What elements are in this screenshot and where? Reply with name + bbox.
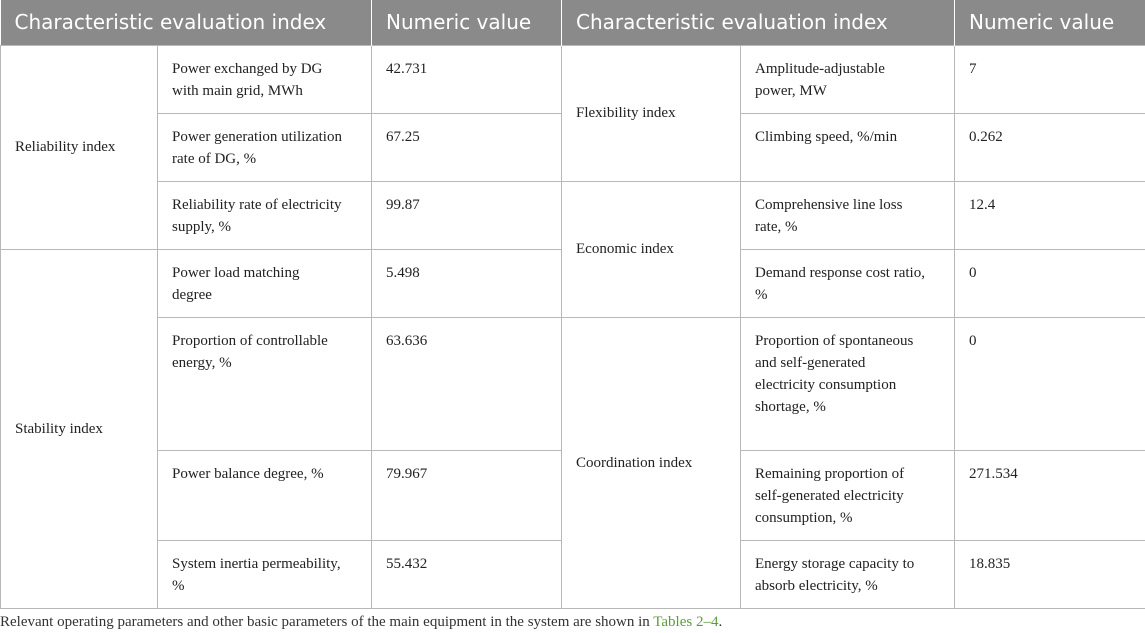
category-economic: Economic index	[562, 181, 741, 317]
param-name: System inertia permeability, %	[158, 540, 372, 608]
param-name: Reliability rate of electricity supply, %	[158, 181, 372, 249]
tables-link[interactable]: Tables 2–4	[653, 614, 719, 630]
param-value: 7	[955, 45, 1145, 113]
table-header-row	[1, 0, 1145, 45]
param-name: Remaining proportion of self-generated electricity consumption, %	[741, 450, 955, 540]
param-value: 0	[955, 249, 1145, 317]
category-coordination: Coordination index	[562, 317, 741, 608]
param-name: Amplitude-adjustable power, MW	[741, 45, 955, 113]
caption-after: .	[718, 614, 723, 630]
param-name: Climbing speed, %/min	[741, 113, 955, 181]
param-name: Proportion of controllable energy, %	[158, 317, 372, 450]
param-value: 67.25	[372, 113, 562, 181]
param-value: 99.87	[372, 181, 562, 249]
param-value: 12.4	[955, 181, 1145, 249]
param-name: Proportion of spontaneous and self-generated electricity consumption shortage, %	[741, 317, 955, 450]
table-row	[1, 45, 1145, 113]
table-row	[1, 181, 1145, 249]
param-name: Comprehensive line loss rate, %	[741, 181, 955, 249]
param-value: 63.636	[372, 317, 562, 450]
caption-before: Relevant operating parameters and other basic parameters of the main equipment in the system are shown in	[0, 614, 654, 630]
param-value: 79.967	[372, 450, 562, 540]
category-stability: Stability index	[1, 249, 158, 608]
header-characteristic-right: Characteristic evaluation index	[562, 0, 955, 45]
caption-text	[0, 614, 722, 631]
param-name: Energy storage capacity to absorb electricity, %	[741, 540, 955, 608]
category-reliability: Reliability index	[1, 45, 158, 249]
header-characteristic-left: Characteristic evaluation index	[1, 0, 372, 45]
param-value: 18.835	[955, 540, 1145, 608]
param-value: 55.432	[372, 540, 562, 608]
param-name: Power balance degree, %	[158, 450, 372, 540]
param-name: Demand response cost ratio, %	[741, 249, 955, 317]
param-name: Power load matching degree	[158, 249, 372, 317]
param-value: 271.534	[955, 450, 1145, 540]
header-value-left: Numeric value	[372, 0, 562, 45]
param-name: Power exchanged by DG with main grid, MWh	[158, 45, 372, 113]
param-value: 42.731	[372, 45, 562, 113]
param-name: Power generation utilization rate of DG, %	[158, 113, 372, 181]
header-value-right: Numeric value	[955, 0, 1145, 45]
param-value: 5.498	[372, 249, 562, 317]
param-value: 0.262	[955, 113, 1145, 181]
param-value: 0	[955, 317, 1145, 450]
category-flexibility: Flexibility index	[562, 45, 741, 181]
table-row	[1, 317, 1145, 450]
